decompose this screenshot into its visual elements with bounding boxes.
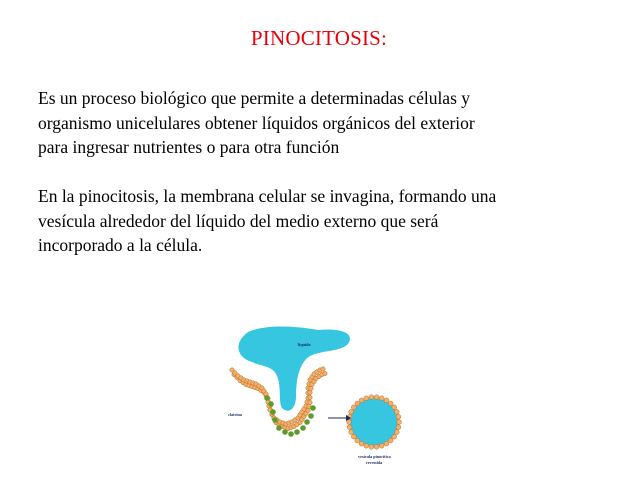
- clathrin-dot: [300, 425, 306, 431]
- vesicle-bead: [351, 405, 356, 410]
- vesicle-bead: [384, 398, 389, 403]
- clathrin-dot: [272, 417, 278, 423]
- vesicle-bead: [355, 438, 360, 443]
- pinocytic-vesicle: [347, 395, 402, 450]
- paragraph-line: para ingresar nutrientes o para otra función: [38, 137, 340, 157]
- paragraph-definition: [38, 86, 610, 160]
- pinocytosis-illustration: [226, 322, 416, 478]
- vesicle-bead: [369, 444, 374, 449]
- vesicle-bead: [384, 441, 389, 446]
- vesicle-bead: [396, 414, 401, 419]
- vesicle-bead: [397, 420, 402, 425]
- membrane-bead: [308, 390, 312, 394]
- vesicle-bead: [394, 430, 399, 435]
- paragraph-line: En la pinocitosis, la membrana celular se invagina, formando una: [38, 186, 497, 206]
- label-liquid: liquido: [298, 342, 311, 347]
- clathrin-dot: [264, 395, 270, 401]
- vesicle-bead: [388, 438, 393, 443]
- membrane-bead: [321, 367, 325, 371]
- vesicle-bead: [392, 434, 397, 439]
- paragraph-line: vesícula alrededor del líquido del medio externo que será: [38, 210, 439, 231]
- clathrin-dot: [308, 413, 314, 419]
- slide-title: PINOCITOSIS:: [250, 26, 388, 50]
- vesicle-bead: [351, 434, 356, 439]
- paragraph-line: incorporado a la célula.: [38, 235, 203, 255]
- clathrin-dot: [268, 401, 274, 407]
- clathrin-dot: [310, 405, 316, 411]
- vesicle-bead: [374, 395, 379, 400]
- vesicle-bead: [364, 396, 369, 401]
- vesicle-bead: [347, 420, 352, 425]
- clathrin-dot: [282, 429, 288, 435]
- vesicle-bead: [347, 425, 352, 430]
- clathrin-dot: [304, 419, 310, 425]
- pinocytosis-diagram: [226, 322, 416, 478]
- vesicle-bead: [379, 443, 384, 448]
- membrane-bead: [309, 386, 313, 390]
- extracellular-liquid: [238, 327, 349, 411]
- vesicle-bead: [388, 401, 393, 406]
- vesicle-bead: [364, 443, 369, 448]
- label-clathrin: clatrina: [228, 412, 242, 417]
- label-vesicle-2: revestida: [366, 460, 383, 465]
- label-vesicle: vesícula pinocítica: [358, 454, 391, 459]
- vesicle-bead: [355, 401, 360, 406]
- membrane-bead: [306, 408, 310, 412]
- vesicle-bead: [359, 398, 364, 403]
- vesicle-bead: [392, 405, 397, 410]
- vesicle-bead: [379, 396, 384, 401]
- membrane-bead: [323, 371, 327, 375]
- vesicle-bead: [359, 441, 364, 446]
- paragraph-line: organismo unicelulares obtener líquidos orgánicos del exterior: [38, 112, 475, 133]
- clathrin-dot: [276, 425, 282, 431]
- vesicle-bead: [369, 395, 374, 400]
- clathrin-dot: [288, 431, 294, 437]
- paragraph-process: [38, 184, 610, 258]
- membrane-bead: [308, 395, 312, 399]
- paragraph-line: Es un proceso biológico que permite a determinadas células y: [38, 88, 471, 108]
- vesicle-bead: [374, 444, 379, 449]
- clathrin-dot: [270, 409, 276, 415]
- membrane-bead: [308, 400, 312, 404]
- vesicle-bead: [349, 430, 354, 435]
- clathrin-dot: [294, 429, 300, 435]
- vesicle-bead: [396, 425, 401, 430]
- vesicle-bead: [349, 409, 354, 414]
- vesicle-bead: [394, 409, 399, 414]
